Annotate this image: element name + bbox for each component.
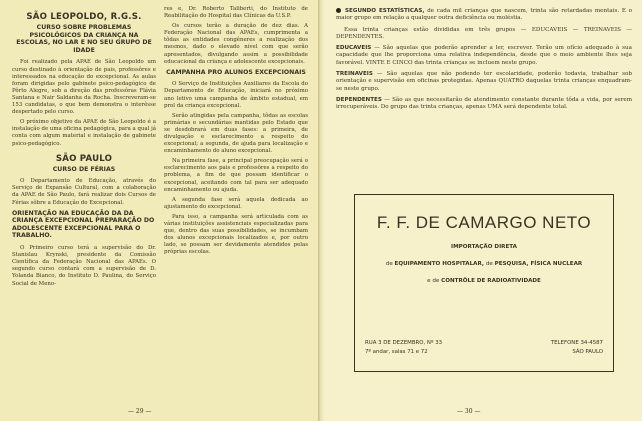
ad-contact: TELEFONE 34-4587 SÃO PAULO [550,340,603,355]
left-column-1 [12,6,156,291]
heading-orientacao: ORIENTAÇÃO NA EDUCAÇÃO DA DA CRIANÇA EXCEPCIONAL PREPARAÇÃO DO ADOLESCENTE EXCEPCIONAL PARA O TRABALHO. [12,209,155,240]
paragraph: Na primeira fase, a principal preocupação será o esclarecimento aos pais e professôres a respeito do problema, a fim de que possam identificar o excepcional, aceitando com tal para ser adequado encaminhamento ou ajuda. [164,158,308,193]
page-number: — 29 — [128,408,152,415]
ad-footer [365,339,603,357]
advertisement-box [354,194,614,372]
paragraph: Para isso, a campanha será articulada com as várias instituições assistenciais especializadas para que, dentro das suas possibilidades, se incumbam dos alunos excepcionais localizados e, por outro lado, se possam ser devidamente atendidos pelas próprias escolas. [164,213,308,256]
ad-line-control: e de CONTRÔLE DE RADIOATIVIDADE [427,278,541,284]
company-name: F. F. DE CAMARGO NETO [376,213,592,232]
section-title-sao-paulo: SÃO PAULO [55,153,113,164]
section-subtitle-curso-ferias: CURSO DE FÉRIAS [52,165,116,173]
left-page [0,0,318,421]
left-columns [12,6,308,291]
paragraph-educaveis: EDUCAVEIS — São aquelas que poderão aprender a ler, escrever. Terão um ofício adequado à sua capacidade que lhe proporciona uma relativa independência, desde que o meio ambiente lhes seja favorável. VINTE E CINCO das trinta crianças se incluem neste grupo. [336,45,632,66]
paragraph-groups: Essa trinta crianças estão divididas em três grupos — EDUCAVEIS — TREINAVEIS — DEPENDENTES. [336,26,632,40]
page-number: — 30 — [457,408,481,415]
paragraph-dependentes: DEPENDENTES — São as que necessitarão de atendimento constante durante tôda a vida, por serem irrecuperáveis. Do grupo das trinta crianças, apenas UMA será dependente total. [336,96,632,111]
paragraph: res e, Dr. Roberto Taliberti, do Instituto de Reabilitação do Hospital das Clínicas da U.S.P. [164,6,308,20]
paragraph: A segunda fase será aquela dedicada ao ajustamento do excepcional. [164,196,308,210]
bullet-icon [336,8,341,13]
right-page [324,0,642,421]
paragraph: O Primeiro curso terá a supervisão do Dr. Stanislau Krynski, presidente da Comissão Científica da Federação Nacional das APAEs. O segundo curso contará com a supervisão de D. Yolanda Bianco, do Instituto D. Paulina, do Serviço Social de Meno- [12,245,156,287]
paragraph: O Serviço de Instituições Auxiliares da Escola do Departamento de Educação, iniciará no próximo ano letivo uma campanha de âmbito estadual, em prol da criança excepcional. [164,81,308,109]
left-column-2 [164,6,308,291]
ad-address: RUA 3 DE DEZEMBRO, Nº 33 7º andar, salas 71 e 72 [365,340,443,355]
statistics-text [336,8,632,112]
paragraph: Os cursos terão a duração de dez dias. A Federação Nacional das APAEs, cumprimenta a tôdas as entidades congêneres a realização dos mesmos, dado o elevado nível com que serão apresentados, divulgando assim a possibilidade educacional da criança e adolescente excepcionais. [164,23,308,65]
paragraph: O Departamento de Educação, através do Serviço de Expansão Cultural, com a colaboração da APAE de São Paulo, fará realizar dois Cursos de Férias sôbre a Educação do Excepcional. [12,178,156,206]
ad-line-import: IMPORTAÇÃO DIRETA [451,244,517,250]
paragraph: O próximo objetivo da APAE de São Leopoldo é a instalação de uma oficina pedagógica, para a qual já conta com algum material e instalação de gabinete psico-pedagógico. [12,119,156,147]
paragraph: Serão atingidas pela campanha, tôdas as escolas primárias e secundárias mantidas pelo Estado que se desdobrará em duas fases: a primeira, de divulgação e esclarecimento a respeito do excepcional; a segunda, de ajuda para localização e encaminhamento do aluno excepcional. [164,112,308,155]
paragraph-treinaveis: TREINAVEIS — São aquelas que não podendo ter escolaridade, poderão todavia, trabalhar sob orientação e supervisão em oficinas protegidas. Apenas QUATRO daquelas trinta crianças enquadram-se neste grupo. [336,71,632,92]
ad-line-equipment: de EQUIPAMENTO HOSPITALAR, de PESQUISA, FÍSICA NUCLEAR [385,261,583,267]
section-title-sao-leopoldo: SÃO LEOPOLDO, R.G.S. [26,12,142,22]
paragraph-intro: SEGUNDO ESTATÍSTICAS, de cada mil crianças que nascem, trinta são retardadas mentais. E o maior grupo em relação a qualquer outra deficiência ou moléstia. [336,8,632,22]
paragraph: Foi realizado pela APAE de São Leopoldo um curso destinado à orientação de pais, professôres e interessados na educação do excepcional. As aulas foram dirigidas pelo gabinete psico-pedagógico de Pôrto Alegre, sob a direção das professôras Flávia Santana e Nair Saldanha da Rocha. Inscreveram-se 153 candidatas, o que bem demonstra o interêsse despertado pelo curso. [12,59,156,116]
section-subtitle-curso-problemas: CURSO SOBRE PROBLEMAS PSICOLÓGICOS DA CRIANÇA NA ESCOLAS, NO LAR E NO SEU GRUPO DE IDADE [16,24,152,54]
heading-campanha: CAMPANHA PRO ALUNOS EXCEPCIONAIS [166,68,306,76]
